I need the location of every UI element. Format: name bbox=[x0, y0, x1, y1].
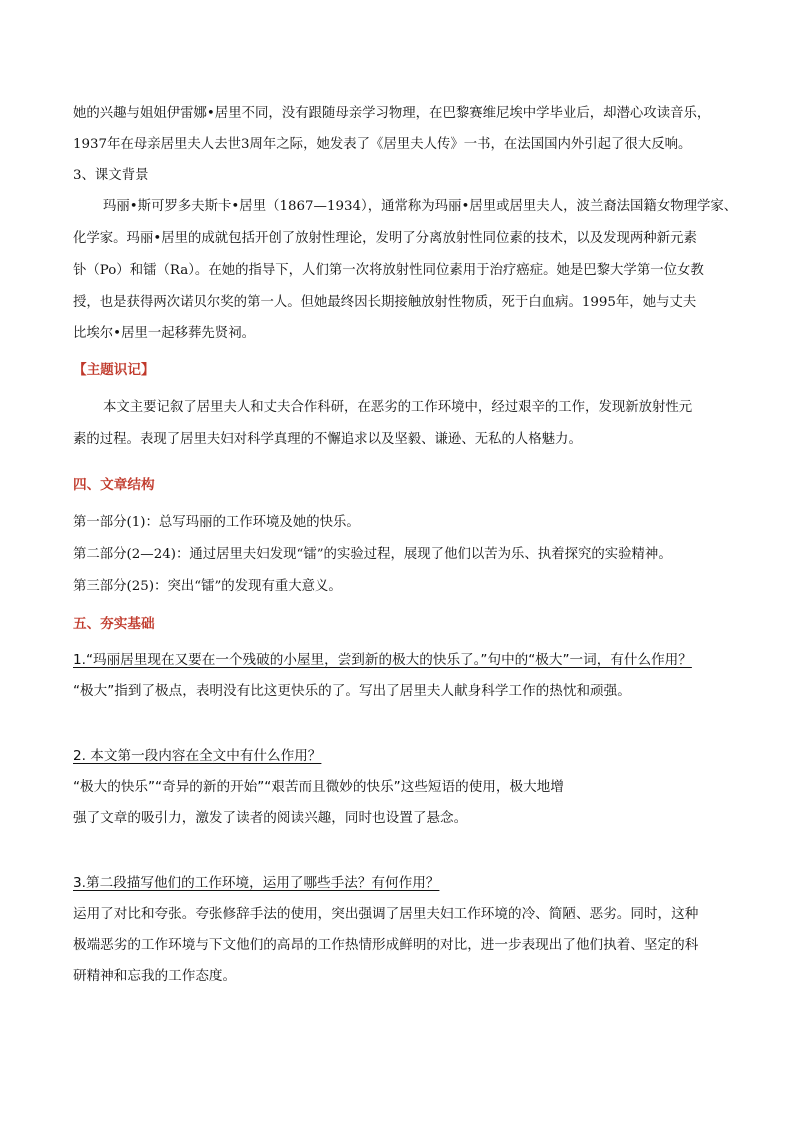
structure-part: 第一部分(1)：总写玛丽的工作环境及她的快乐。 bbox=[73, 515, 360, 530]
background-line: 钋（Po）和镭（Ra）。在她的指导下，人们第一次将放射性同位素用于治疗癌症。她是巴黎大学第一位女教 bbox=[73, 263, 704, 278]
structure-heading: 四、文章结构 bbox=[73, 477, 155, 493]
background-line: 比埃尔•居里一起移葬先贤祠。 bbox=[73, 326, 255, 341]
theme-heading: 【主题识记】 bbox=[73, 362, 155, 378]
theme-line: 本文主要记叙了居里夫人和丈夫合作科研，在恶劣的工作环境中，经过艰辛的工作，发现新放射性元 bbox=[103, 400, 693, 415]
question-3: 3.第二段描写他们的工作环境，运用了哪些手法？有何作用？ bbox=[73, 875, 440, 891]
answer-2-line: 强了文章的吸引力，激发了读者的阅读兴趣，同时也设置了悬念。 bbox=[73, 810, 468, 826]
answer-3-line: 研精神和忘我的工作态度。 bbox=[73, 968, 237, 984]
answer-3-line: 运用了对比和夸张。夸张修辞手法的使用，突出强调了居里夫妇工作环境的冷、简陋、恶劣。同时，这种 bbox=[73, 906, 699, 922]
answer-3-line: 极端恶劣的工作环境与下文他们的高昂的工作热情形成鲜明的对比，进一步表现出了他们执着、坚定的科 bbox=[73, 937, 699, 953]
question-2: 2. 本文第一段内容在全文中有什么作用？ bbox=[73, 748, 322, 764]
structure-part: 第三部分(25)：突出“镭”的发现有重大意义。 bbox=[73, 579, 342, 594]
intro-line-1: 她的兴趣与姐姐伊雷娜•居里不同，没有跟随母亲学习物理，在巴黎赛维尼埃中学毕业后，却潜心攻读音乐， bbox=[73, 106, 711, 121]
background-heading: 3、课文背景 bbox=[73, 168, 149, 183]
answer-2-line: “极大的快乐”“奇异的新的开始”“艰苦而且微妙的快乐”这些短语的使用，极大地增 bbox=[73, 779, 564, 795]
structure-part: 第二部分(2—24)：通过居里夫妇发现“镭”的实验过程，展现了他们以苦为乐、执着探究的实验精神。 bbox=[73, 547, 672, 562]
background-line: 授，也是获得两次诺贝尔奖的第一人。但她最终因长期接触放射性物质，死于白血病。1995年，她与丈夫 bbox=[73, 295, 697, 310]
background-line: 化学家。玛丽•居里的成就包括开创了放射性理论，发明了分离放射性同位素的技术，以及发现两种新元素 bbox=[73, 231, 697, 246]
question-1: 1.“玛丽居里现在又要在一个残破的小屋里，尝到新的极大的快乐了。”句中的“极大”一词，有什么作用？ bbox=[73, 652, 692, 668]
answer-1: “极大”指到了极点，表明没有比这更快乐的了。写出了居里夫人献身科学工作的热忱和顽强。 bbox=[73, 683, 631, 699]
background-line: 玛丽•斯可罗多夫斯卡•居里（1867—1934），通常称为玛丽•居里或居里夫人，波兰裔法国籍女物理学家、 bbox=[103, 199, 738, 214]
intro-line-2: 1937年在母亲居里夫人去世3周年之际，她发表了《居里夫人传》一书，在法国国内外引起了很大反响。 bbox=[73, 137, 692, 152]
basics-heading: 五、夯实基础 bbox=[73, 616, 155, 632]
theme-line: 素的过程。表现了居里夫妇对科学真理的不懈追求以及坚毅、谦逊、无私的人格魅力。 bbox=[73, 432, 582, 447]
